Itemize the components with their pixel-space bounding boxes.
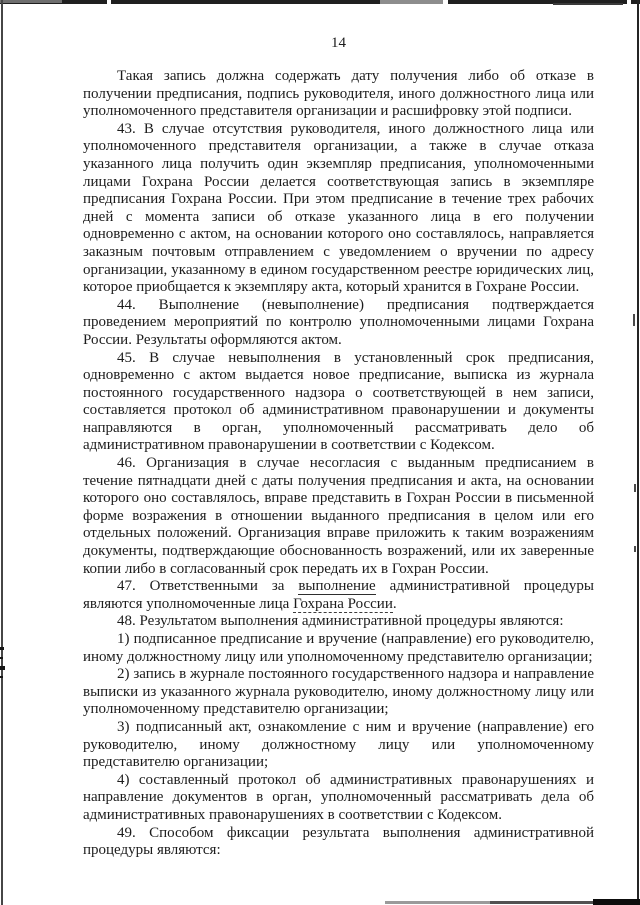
paragraph-47-underlined-word: выполнение [298,578,376,595]
scan-artifact [0,647,4,650]
scan-artifact [634,546,636,552]
page-number: 14 [331,35,346,51]
paragraph-48-item-1: 1) подписанное предписание и вручение (направление) его руководителю, иному должностному лицу или уполномоченному представителю организации; [83,631,594,665]
paragraph-45: 45. В случае невыполнения в установленный срок предписания, одновременно с актом выдается новое предписание, выписка из журнала постоянного государственного надзора о соответствующей в нем записи, составляется протокол об административном правонарушении и документы направляются в орган, уполномоченный рассматривать дело об административном правонарушении в соответствии с Кодексом. [83,349,594,454]
scan-edge-top-segment [0,0,62,3]
scan-edge-bottom [490,901,595,904]
scan-artifact [0,676,3,678]
paragraph-47-middle: административной процедуры являются уполномоченные лица [83,578,594,612]
paragraph-48-item-4: 4) составленный протокол об административных правонарушениях и направление документов в орган, уполномоченный рассматривать дела об административных правонарушениях в соответствии с Кодексом. [83,771,594,823]
scan-edge-top-segment [553,3,623,5]
document-body [83,68,594,860]
paragraph-47-dashed-underlined: Гохрана России [293,595,393,612]
scan-artifact [0,657,3,659]
paragraph-48-item-3: 3) подписанный акт, ознакомление с ним и вручение (направление) его руководителю, иному должностному лицу или уполномоченному представителю организации; [83,718,594,771]
paragraph-43: 43. В случае отсутствия руководителя, иного должностного лица или уполномоченного представителя организации, а также в случае отказа указанного лица получить один экземпляр предписания, уполномоченными лицами Гохрана России делается соответствующая запись в экземпляре предписания Гохрана России. При этом предписание в течение трех рабочих дней с момента записи об отказе указанного лица в его получении одновременно с актом, на основании которого оно составлялось, направляется заказным почтовым отправлением с уведомлением о вручении по адресу организации, указанному в едином государственном реестре юридических лиц, которое приобщается к экземпляру акта, который хранится в Гохране России. [83,120,594,296]
paragraph-44: 44. Выполнение (невыполнение) предписания подтверждается проведением мероприятий по контролю уполномоченными лицами Гохрана России. Результаты оформляются актом. [83,296,594,348]
paragraph-48: 48. Результатом выполнения административной процедуры являются: [117,613,564,630]
paragraph-49: 49. Способом фиксации результата выполнения административной процедуры являются: [83,824,594,859]
scan-edge-bottom [593,899,640,905]
paragraph-47 [83,578,594,613]
paragraph-47-suffix: . [392,595,397,612]
paragraph-46: 46. Организация в случае несогласия с выданным предписанием в течение пятнадцати дней с даты получения предписания и акта, на основании которого оно составлялось, вправе представить в Гохран России в письменной форме возражения в отношении выданного предписания в целом или его отдельных положений. Организация вправе приложить к таким возражениям документы, подтверждающие обоснованность возражений, или их заверенные копии либо в согласованный срок передать их в Гохран России. [83,455,594,577]
paragraph-intro: Такая запись должна содержать дату получения либо об отказе в получении предписания, подпись руководителя, иного должностного лица или уполномоченного представителя организации и расшифровку этой подписи. [83,68,594,120]
scan-edge-top [0,0,640,4]
scan-edge-left [1,0,3,905]
scan-artifact [633,314,635,326]
scan-artifact [0,666,5,670]
scan-artifact [634,484,636,492]
scan-edge-bottom [385,901,490,904]
paragraph-48-item-2: 2) запись в журнале постоянного государственного надзора и направление выписки из указанного журнала руководителю, иному должностному лицу или уполномоченному представителю организации; [83,666,594,718]
scan-edge-top-segment [380,0,443,4]
scan-edge-right [637,0,639,905]
scan-edge-top-gap [627,0,631,4]
paragraph-47-prefix: 47. Ответственными за [117,578,299,595]
scan-edge-top-gap [107,0,111,4]
scan-edge-top-gap [443,0,448,4]
